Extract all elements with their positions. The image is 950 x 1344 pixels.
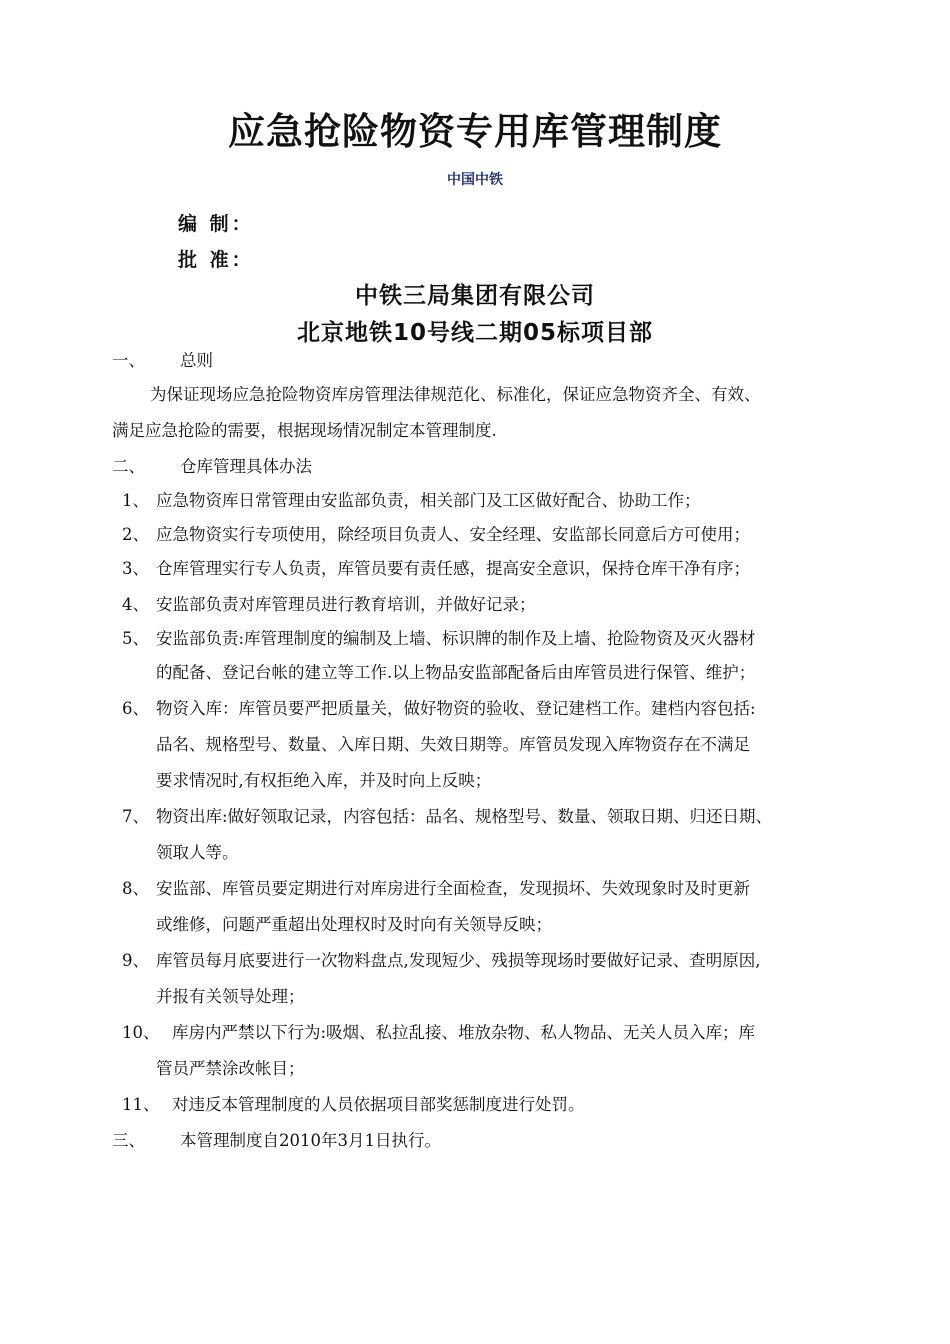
brand-text: 中国中铁 <box>447 172 503 188</box>
section-number: 二、 <box>112 457 145 476</box>
section-number: 三、 <box>112 1131 145 1150</box>
section-heading <box>112 450 312 484</box>
item-text: 应急物资库日常管理由安监部负责，相关部门及工区做好配合、协助工作； <box>156 491 701 510</box>
section-title: 仓库管理具体办法 <box>180 457 312 476</box>
item-text: 对违反本管理制度的人员依据项目部奖惩制度进行处罚。 <box>172 1095 585 1114</box>
compiled-by-label: 编 制： <box>178 213 254 235</box>
item-number: 1、 <box>122 491 149 510</box>
section-title: 总则 <box>180 351 213 370</box>
item-text: 物资入库：库管员要严把质量关，做好物资的验收、登记建档工作。建档内容包括: <box>156 699 756 718</box>
paragraph-line: 满足应急抢险的需要，根据现场情况制定本管理制度. <box>112 421 497 440</box>
section-number: 一、 <box>112 351 145 370</box>
item-text-continued: 的配备、登记台帐的建立等工作.以上物品安监部配备后由库管员进行保管、维护； <box>156 663 756 682</box>
company-name: 中铁三局集团有限公司 <box>355 283 595 309</box>
item-text: 安监部、库管员要定期进行对库房进行全面检查，发现损坏、失效现象时及时更新 <box>156 879 750 898</box>
item-text: 安监部负责:库管理制度的编制及上墙、标识牌的制作及上墙、抢险物资及灭火器材 <box>156 629 756 648</box>
item-text: 物资出库:做好领取记录，内容包括：品名、规格型号、数量、领取日期、归还日期、 <box>156 807 773 826</box>
item-text: 应急物资实行专项使用，除经项目负责人、安全经理、安监部长同意后方可使用； <box>156 525 750 544</box>
item-number: 9、 <box>122 951 149 970</box>
item-text-continued: 管员严禁涂改帐目； <box>156 1059 305 1078</box>
item-text: 库房内严禁以下行为:吸烟、私拉乱接、堆放杂物、私人物品、无关人员入库；库 <box>172 1023 756 1042</box>
item-text-continued: 或维修，问题严重超出处理权时及时向有关领导反映； <box>156 915 552 934</box>
item-number: 8、 <box>122 879 149 898</box>
document-title: 应急抢险物资专用库管理制度 <box>228 110 722 153</box>
item-number: 7、 <box>122 807 149 826</box>
item-number: 5、 <box>122 629 149 648</box>
section-title: 本管理制度自2010年3月1日执行。 <box>180 1131 441 1150</box>
item-number: 3、 <box>122 559 149 578</box>
item-number: 11、 <box>122 1095 160 1114</box>
item-text: 安监部负责对库管理员进行教育培训，并做好记录； <box>156 595 536 614</box>
paragraph-line: 为保证现场应急抢险物资库房管理法律规范化、标准化，保证应急物资齐全、有效、 <box>150 385 761 404</box>
item-text: 仓库管理实行专人负责，库管员要有责任感，提高安全意识，保持仓库干净有序； <box>156 559 750 578</box>
item-text-continued: 并报有关领导处理； <box>156 987 305 1006</box>
item-number: 6、 <box>122 699 149 718</box>
item-text-continued: 领取人等。 <box>156 843 239 862</box>
item-number: 10、 <box>122 1023 160 1042</box>
item-number: 4、 <box>122 595 149 614</box>
item-text-continued: 要求情况时,有权拒绝入库，并及时向上反映； <box>156 771 492 790</box>
project-department: 北京地铁10号线二期05标项目部 <box>296 320 653 346</box>
section-heading <box>112 1124 441 1158</box>
item-text: 库管员每月底要进行一次物料盘点,发现短少、残损等现场时要做好记录、查明原因, <box>156 951 761 970</box>
item-number: 2、 <box>122 525 149 544</box>
approved-by-label: 批 准： <box>178 249 254 271</box>
item-text-continued: 品名、规格型号、数量、入库日期、失效日期等。库管员发现入库物资存在不满足 <box>156 735 750 754</box>
section-heading <box>112 344 213 378</box>
